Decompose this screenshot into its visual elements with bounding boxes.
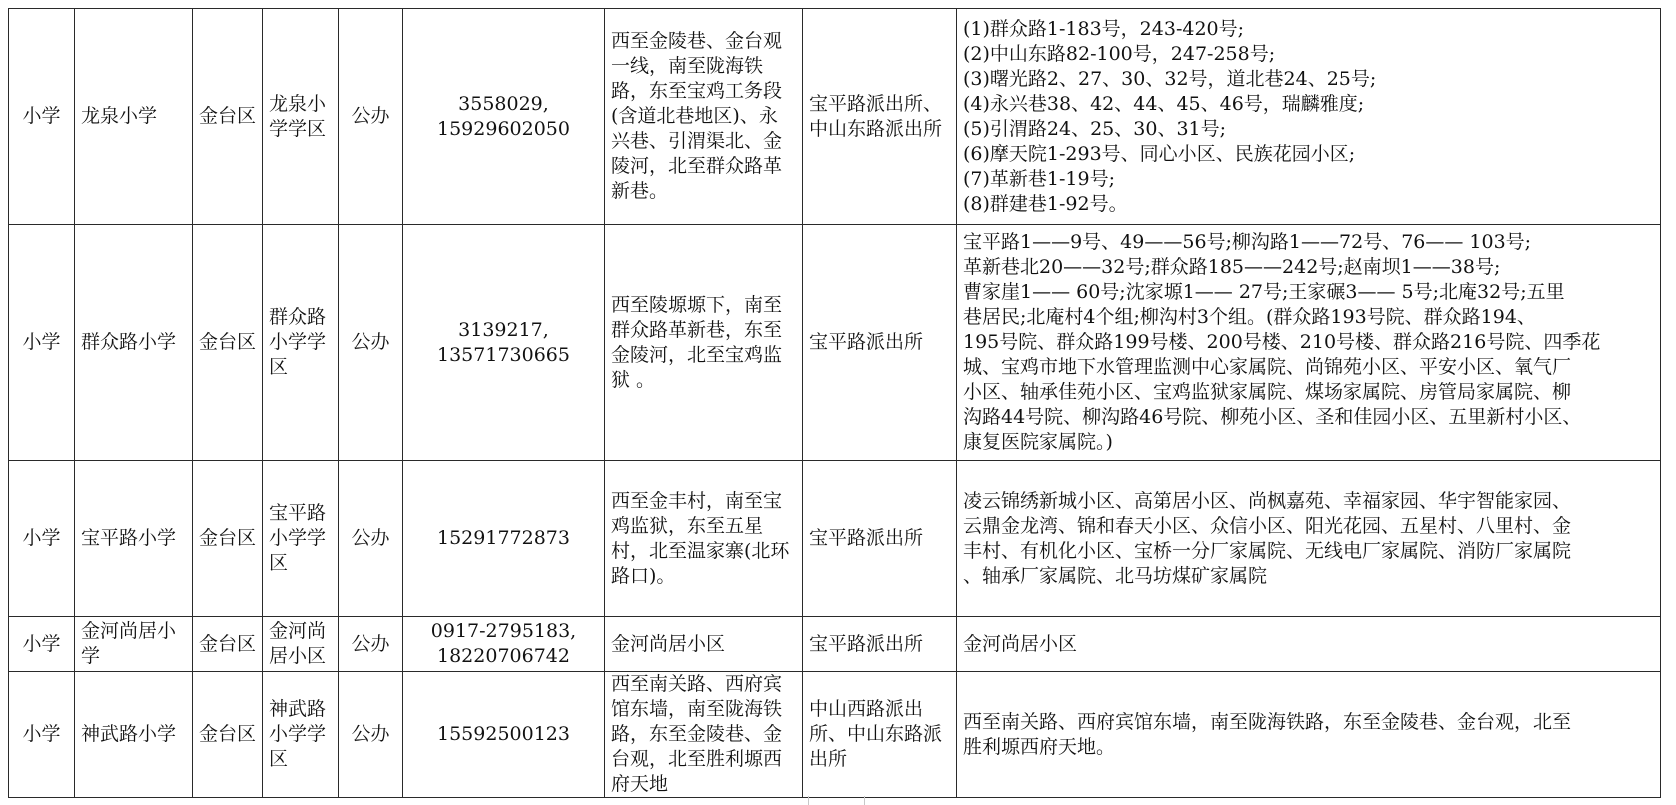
table-row [9, 461, 1661, 617]
detail-line: 康复医院家属院。) [963, 431, 1113, 453]
detail-line: 、轴承厂家属院、北马坊煤矿家属院 [963, 564, 1268, 587]
enrollment-detail-cell [957, 9, 1661, 225]
table-row [9, 9, 1661, 225]
district-cell: 金台区 [193, 672, 263, 798]
phone-line: 3558029, [458, 92, 549, 115]
zone-cell: 宝平路小学学区 [263, 461, 339, 617]
boundary-cell: 金河尚居小区 [605, 617, 803, 672]
detail-line: 金河尚居小区 [963, 632, 1078, 655]
ownership-cell: 公办 [339, 672, 403, 798]
ownership-cell: 公办 [339, 225, 403, 461]
district-cell: 金台区 [193, 225, 263, 461]
detail-line: (3)曙光路2、27、30、32号，道北巷24、25号; [963, 67, 1377, 90]
ownership-cell: 公办 [339, 461, 403, 617]
detail-line: (5)引渭路24、25、30、31号; [963, 117, 1227, 140]
detail-line: 宝平路1——9号、49——56号;柳沟路1——72号、76—— 103号; [963, 231, 1532, 253]
school-level-cell: 小学 [9, 9, 75, 225]
detail-line: 丰村、有机化小区、宝桥一分厂家属院、无线电厂家属院、消防厂家属院 [963, 539, 1572, 562]
district-cell: 金台区 [193, 9, 263, 225]
enrollment-detail-cell [957, 672, 1661, 798]
phone-line: 3139217, [458, 318, 549, 341]
table-row [9, 617, 1661, 672]
detail-line: 云鼎金龙湾、锦和春天小区、众信小区、阳光花园、五星村、八里村、金 [963, 514, 1572, 537]
boundary-cell: 西至金丰村，南至宝鸡监狱，东至五星村，北至温家寨(北环路口)。 [605, 461, 803, 617]
enrollment-detail-cell [957, 461, 1661, 617]
detail-line: 沟路44号院、柳沟路46号院、柳苑小区、圣和佳园小区、五里新村小区、 [963, 406, 1582, 428]
school-level-cell: 小学 [9, 225, 75, 461]
detail-line: (6)摩天院1-293号、同心小区、民族花园小区; [963, 142, 1356, 165]
police-station-cell: 中山西路派出所、中山东路派出所 [803, 672, 957, 798]
school-name-cell: 神武路小学 [75, 672, 193, 798]
phone-line: 15592500123 [437, 723, 570, 745]
detail-line: 城、宝鸡市地下水管理监测中心家属院、尚锦苑小区、平安小区、氧气厂 [963, 356, 1572, 378]
school-level-cell: 小学 [9, 617, 75, 672]
phone-cell [403, 225, 605, 461]
phone-cell [403, 9, 605, 225]
detail-line: 西至南关路、西府宾馆东墙，南至陇海铁路，东至金陵巷、金台观，北至 [963, 710, 1572, 733]
detail-line: (2)中山东路82-100号，247-258号; [963, 42, 1276, 65]
boundary-cell: 西至陵塬塬下，南至群众路革新巷，东至金陵河，北至宝鸡监狱 。 [605, 225, 803, 461]
police-station-cell: 宝平路派出所 [803, 617, 957, 672]
detail-line: (7)革新巷1-19号; [963, 167, 1116, 190]
detail-line: 小区、轴承佳苑小区、宝鸡监狱家属院、煤场家属院、房管局家属院、柳 [963, 381, 1572, 403]
phone-line: 13571730665 [437, 343, 570, 366]
detail-line: 胜利塬西府天地。 [963, 735, 1116, 758]
phone-line: 18220706742 [437, 645, 570, 667]
zone-cell: 金河尚居小区 [263, 617, 339, 672]
phone-line: 0917-2795183, [430, 620, 577, 642]
boundary-cell: 西至金陵巷、金台观一线，南至陇海铁路，东至宝鸡工务段(含道北巷地区)、永兴巷、引渭渠北、金陵河，北至群众路革新巷。 [605, 9, 803, 225]
school-name-cell: 群众路小学 [75, 225, 193, 461]
enrollment-detail-cell [957, 617, 1661, 672]
detail-line: (4)永兴巷38、42、44、45、46号，瑞麟雅度; [963, 92, 1365, 115]
phone-cell [403, 617, 605, 672]
enrollment-detail-cell [957, 225, 1661, 461]
district-cell: 金台区 [193, 617, 263, 672]
boundary-cell: 西至南关路、西府宾馆东墙，南至陇海铁路，东至金陵巷、金台观，北至胜利塬西府天地 [605, 672, 803, 798]
detail-line: 革新巷北20——32号;群众路185——242号;赵南坝1——38号; [963, 256, 1501, 278]
zone-cell: 神武路小学学区 [263, 672, 339, 798]
district-cell: 金台区 [193, 461, 263, 617]
school-district-table [8, 8, 1661, 798]
school-name-cell: 宝平路小学 [75, 461, 193, 617]
gridline-stub [808, 796, 809, 805]
school-name-cell: 金河尚居小学 [75, 617, 193, 672]
police-station-cell: 宝平路派出所 [803, 225, 957, 461]
detail-line: 曹家崖1—— 60号;沈家塬1—— 27号;王家碾3—— 5号;北庵32号;五里 [963, 281, 1565, 303]
zone-cell: 群众路小学学区 [263, 225, 339, 461]
police-station-cell: 宝平路派出所、中山东路派出所 [803, 9, 957, 225]
detail-line: 凌云锦绣新城小区、高第居小区、尚枫嘉苑、幸福家园、华宇智能家园、 [963, 489, 1572, 512]
table-row [9, 672, 1661, 798]
gridline-stub [864, 796, 865, 805]
phone-cell [403, 461, 605, 617]
school-level-cell: 小学 [9, 461, 75, 617]
detail-line: 巷居民;北庵村4个组;柳沟村3个组。(群众路193号院、群众路194、 [963, 306, 1536, 328]
ownership-cell: 公办 [339, 617, 403, 672]
zone-cell: 龙泉小学学区 [263, 9, 339, 225]
detail-line: (8)群建巷1-92号。 [963, 192, 1128, 215]
detail-line: 195号院、群众路199号楼、200号楼、210号楼、群众路216号院、四季花 [963, 331, 1601, 353]
detail-line: (1)群众路1-183号，243-420号; [963, 17, 1245, 40]
phone-line: 15929602050 [437, 117, 570, 140]
police-station-cell: 宝平路派出所 [803, 461, 957, 617]
table-row [9, 225, 1661, 461]
phone-cell [403, 672, 605, 798]
ownership-cell: 公办 [339, 9, 403, 225]
school-level-cell: 小学 [9, 672, 75, 798]
school-name-cell: 龙泉小学 [75, 9, 193, 225]
phone-line: 15291772873 [437, 527, 570, 549]
